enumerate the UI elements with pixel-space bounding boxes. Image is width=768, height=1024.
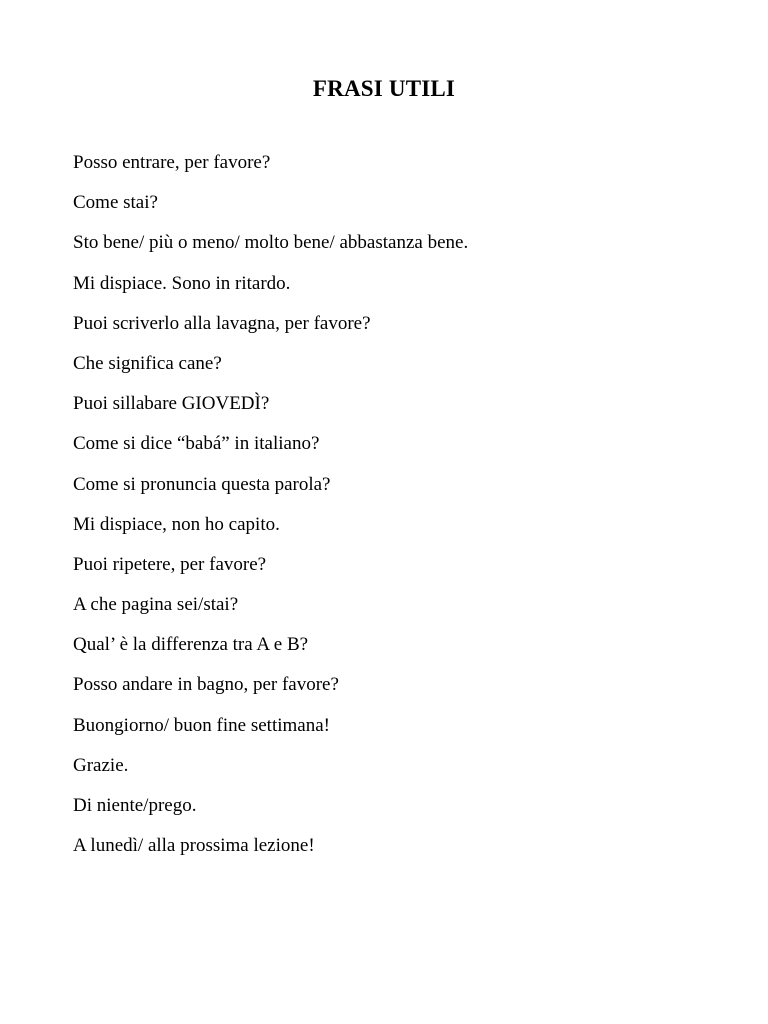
phrase-line: Che significa cane?: [73, 352, 222, 374]
phrase-line: Puoi ripetere, per favore?: [73, 553, 267, 575]
phrase-line: Puoi scriverlo alla lavagna, per favore?: [73, 312, 371, 334]
phrase-line: Come si pronuncia questa parola?: [73, 473, 331, 495]
phrase-line: Come si dice “babá” in italiano?: [73, 433, 320, 455]
phrase-line: Posso andare in bagno, per favore?: [73, 674, 339, 696]
phrase-line: Di niente/prego.: [73, 795, 197, 816]
phrase-line: Puoi sillabare GIOVEDÌ?: [73, 393, 270, 415]
phrase-line: Mi dispiace. Sono in ritardo.: [73, 272, 291, 294]
page-title: FRASI UTILI: [312, 76, 456, 101]
phrase-line: Sto bene/ più o meno/ molto bene/ abbastanza bene.: [73, 232, 469, 254]
phrase-line: A che pagina sei/stai?: [73, 594, 239, 616]
phrase-list: [73, 149, 468, 872]
phrase-line: Mi dispiace, non ho capito.: [73, 513, 280, 535]
phrase-line: Posso entrare, per favore?: [73, 152, 271, 173]
phrase-line: Buongiorno/ buon fine settimana!: [73, 714, 330, 736]
phrase-line: Grazie.: [73, 754, 129, 776]
phrase-line: Qual’ è la differenza tra A e B?: [73, 634, 309, 656]
phrase-line: A lunedì/ alla prossima lezione!: [73, 835, 315, 857]
phrase-line: Come stai?: [73, 192, 158, 214]
